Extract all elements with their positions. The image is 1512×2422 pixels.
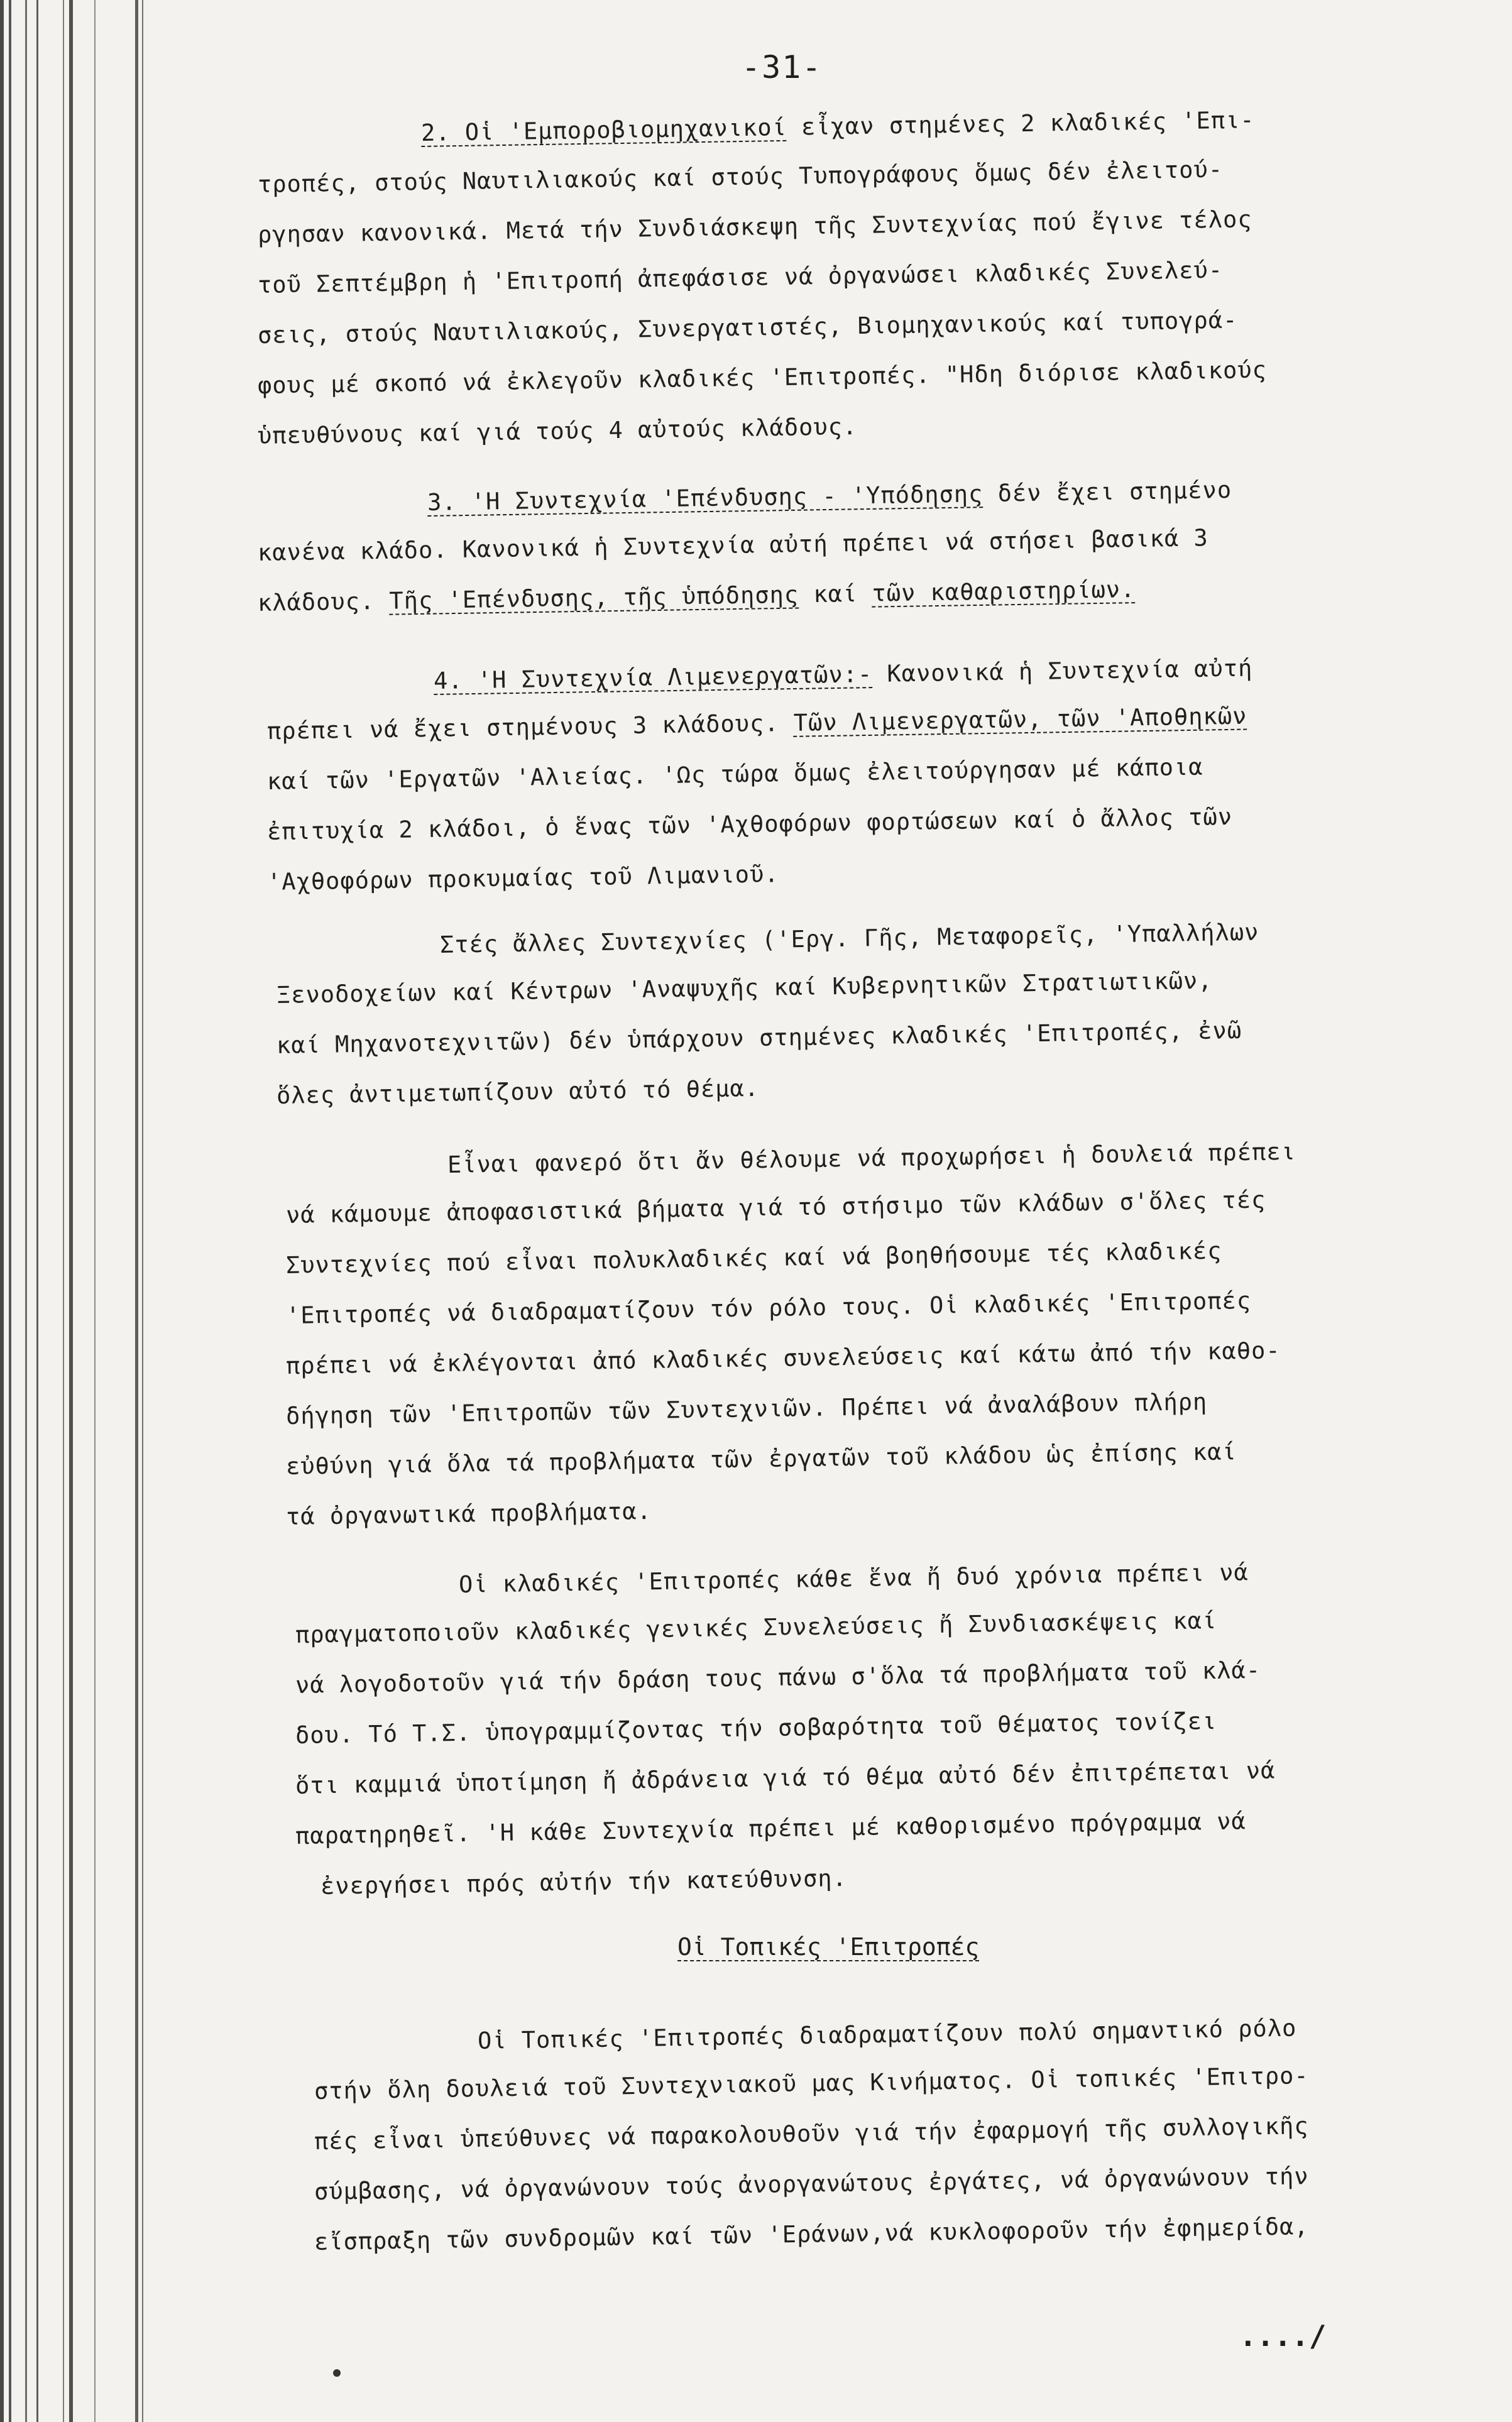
line-text: Συντεχνίες πού εἶναι πολυκλαδικές καί νά βοηθήσουμε τές κλαδικές: [285, 1237, 1222, 1279]
text-line: [286, 1438, 1237, 1480]
line-text: κανένα κλάδο. Κανονικά ἡ Συντεχνία αὐτή πρέπει νά στήσει βασικά 3: [257, 524, 1209, 566]
text-line: [295, 1657, 1261, 1699]
line-text: σεις, στούς Ναυτιλιακούς, Συνεργατιστές, Βιομηχανικούς καί τυπογρά-: [257, 306, 1238, 349]
scan-speck: [333, 2369, 341, 2377]
text-line: [258, 413, 858, 449]
text-line: [295, 1607, 1217, 1648]
text-line: [258, 256, 1224, 299]
text-line: [286, 1337, 1281, 1379]
line-text: νά κάμουμε ἀποφασιστικά βήματα γιά τό στήσιμο τῶν κλάδων σ'ὅλες τές: [285, 1186, 1266, 1229]
text-line: [440, 919, 1259, 958]
underlined-text: τῶν καθαριστηρίων.: [872, 576, 1136, 607]
line-text: ἐπιτυχία 2 κλάδοι, ὁ ἕνας τῶν 'Αχθοφόρων φορτώσεων καί ὁ ἄλλος τῶν: [266, 803, 1233, 845]
line-text: πρέπει νά ἐκλέγονται ἀπό κλαδικές συνελεύσεις καί κάτω ἀπό τήν καθο-: [285, 1337, 1281, 1379]
underlined-text: 2. Οἱ 'Εμποροβιομηχανικοί: [420, 113, 787, 146]
text-line: [286, 1388, 1208, 1430]
text-line: [286, 1237, 1222, 1279]
text-line: [258, 307, 1238, 349]
text-line: [286, 1186, 1266, 1229]
line-text: δήγηση τῶν 'Επιτροπῶν τῶν Συντεχνιῶν. Πρέπει νά ἀναλάβουν πλήρη: [285, 1388, 1208, 1430]
text-line: [258, 156, 1224, 198]
text-line: [421, 106, 1255, 146]
line-text: πές εἶναι ὑπεύθυνες νά παρακολουθοῦν γιά τήν ἐφαρμογή τῆς συλλογικῆς: [314, 2112, 1309, 2155]
binder-edge: [0, 0, 176, 2422]
line-text: Στές ἄλλες Συντεχνίες ('Εργ. Γῆς, Μεταφορεῖς, 'Υπαλλήλων: [439, 918, 1259, 958]
line-text: καί Μηχανοτεχνιτῶν) δέν ὑπάρχουν στημένες κλαδικές 'Επιτροπές, ἐνῶ: [276, 1016, 1242, 1059]
line-text: ἐνεργήσει πρός αὐτήν τήν κατεύθυνση.: [320, 1864, 848, 1900]
line-text: στήν ὅλη δουλειά τοῦ Συντεχνιακοῦ μας Κινήματος. Οἱ τοπικές 'Επιτρο-: [314, 2062, 1309, 2105]
text-line: [427, 476, 1232, 516]
text-line: [258, 576, 1136, 616]
line-text: παρατηρηθεῖ. 'Η κάθε Συντεχνία πρέπει μέ καθορισμένο πρόγραμμα νά: [295, 1807, 1247, 1849]
section-heading: Οἱ Τοπικές 'Επιτροπές: [677, 1933, 980, 1961]
line-text: Εἶναι φανερό ὅτι ἄν θέλουμε νά προχωρήσει ἡ δουλειά πρέπει: [447, 1137, 1296, 1178]
line-text: Οἱ Τοπικές 'Επιτροπές διαδραματίζουν πολύ σημαντικό ρόλο: [477, 2014, 1297, 2054]
text-line: [258, 205, 1252, 248]
text-line: [286, 1287, 1252, 1329]
text-line: [277, 1075, 760, 1109]
line-text: εἶχαν στημένες 2 κλαδικές 'Επι-: [786, 106, 1255, 141]
text-line: [314, 2062, 1309, 2105]
line-text: Ξενοδοχείων καί Κέντρων 'Αναψυχῆς καί Κυβερνητικῶν Στρατιωτικῶν,: [276, 967, 1213, 1009]
underlined-text: Τῆς 'Επένδυσης, τῆς ὑπόδησης: [389, 581, 799, 615]
text-line: [459, 1559, 1249, 1598]
line-text: τοῦ Σεπτέμβρη ἡ 'Επιτροπή ἀπεφάσισε νά ὀργανώσει κλαδικές Συνελεύ-: [257, 256, 1224, 299]
line-text: 'Επιτροπές νά διαδραματίζουν τόν ρόλο τους. Οἱ κλαδικές 'Επιτροπές: [285, 1286, 1252, 1329]
underlined-text: Τῶν Λιμενεργατῶν, τῶν 'Αποθηκῶν: [793, 702, 1247, 737]
text-line: [314, 2112, 1309, 2155]
line-text: δέν ἔχει στημένο: [983, 476, 1232, 508]
text-line: [314, 2162, 1309, 2205]
line-text: Κανονικά ἡ Συντεχνία αὐτή: [872, 654, 1253, 688]
line-text: σύμβασης, νά ὀργανώνουν τούς ἀνοργανώτους ἐργάτες, νά ὀργανώνουν τήν: [314, 2162, 1309, 2205]
line-text: 'Αχθοφόρων προκυμαίας τοῦ Λιμανιοῦ.: [266, 860, 779, 896]
text-line: [267, 860, 779, 896]
line-text: νά λογοδοτοῦν γιά τήν δράση τους πάνω σ'ὅλα τά προβλήματα τοῦ κλά-: [295, 1656, 1261, 1699]
line-text: εἴσπραξη τῶν συνδρομῶν καί τῶν 'Εράνων,νά κυκλοφοροῦν τήν ἐφημερίδα,: [314, 2213, 1309, 2255]
page-number: -31-: [742, 49, 823, 85]
line-text: ὅτι καμμιά ὑποτίμηση ἤ ἀδράνεια γιά τό θέμα αὐτό δέν ἐπιτρέπεται νά: [295, 1756, 1276, 1799]
line-text: κλάδους.: [257, 587, 390, 616]
continuation-mark: ..../: [1239, 2319, 1327, 2353]
line-text: τά ὀργανωτικά προβλήματα.: [285, 1497, 652, 1530]
line-text: ὑπευθύνους καί γιά τούς 4 αὐτούς κλάδους.: [257, 413, 858, 449]
line-text: Οἱ κλαδικές 'Επιτροπές κάθε ἕνα ἤ δυό χρόνια πρέπει νά: [458, 1559, 1249, 1598]
text-line: [320, 1865, 848, 1900]
line-text: εὐθύνη γιά ὅλα τά προβλήματα τῶν ἐργατῶν τοῦ κλάδου ὡς ἐπίσης καί: [285, 1438, 1237, 1480]
line-text: πρέπει νά ἔχει στημένους 3 κλάδους.: [266, 709, 794, 745]
text-line: [258, 524, 1208, 566]
text-line: [434, 655, 1253, 694]
line-text: δου. Τό Τ.Σ. ὑπογραμμίζοντας τήν σοβαρότητα τοῦ θέματος τονίζει: [295, 1707, 1217, 1749]
underlined-text: 4. 'Η Συντεχνία Λιμενεργατῶν:-: [433, 660, 873, 694]
line-text: καί τῶν 'Εργατῶν 'Αλιείας. 'Ως τώρα ὅμως ἐλειτούργησαν μέ κάποια: [266, 753, 1203, 795]
line-text: τροπές, στούς Ναυτιλιακούς καί στούς Τυπογράφους ὅμως δέν ἐλειτού-: [257, 155, 1224, 198]
text-line: [277, 967, 1213, 1009]
text-line: [447, 1138, 1296, 1178]
text-line: [295, 1807, 1246, 1849]
underlined-text: 3. 'Η Συντεχνία 'Επένδυσης - 'Υπόδησης: [427, 480, 983, 516]
text-line: [267, 803, 1233, 845]
line-text: πραγματοποιοῦν κλαδικές γενικές Συνελεύσεις ἤ Συνδιασκέψεις καί: [295, 1606, 1217, 1648]
text-line: [267, 703, 1247, 745]
text-line: [277, 1017, 1242, 1059]
line-text: φους μέ σκοπό νά ἐκλεγοῦν κλαδικές 'Επιτροπές. "Ηδη διόρισε κλαδικούς: [257, 356, 1268, 399]
text-line: [258, 356, 1268, 399]
text-line: [267, 753, 1203, 795]
line-text: ργησαν κανονικά. Μετά τήν Συνδιάσκεψη τῆς Συντεχνίας πού ἔγινε τέλος: [257, 205, 1252, 248]
text-line: [286, 1498, 652, 1530]
text-line: [314, 2213, 1309, 2255]
text-line: [295, 1757, 1276, 1799]
text-line: [295, 1707, 1217, 1749]
line-text: ὅλες ἀντιμετωπίζουν αὐτό τό θέμα.: [276, 1074, 760, 1109]
line-text: καί: [798, 579, 872, 608]
text-line: [478, 2015, 1297, 2054]
